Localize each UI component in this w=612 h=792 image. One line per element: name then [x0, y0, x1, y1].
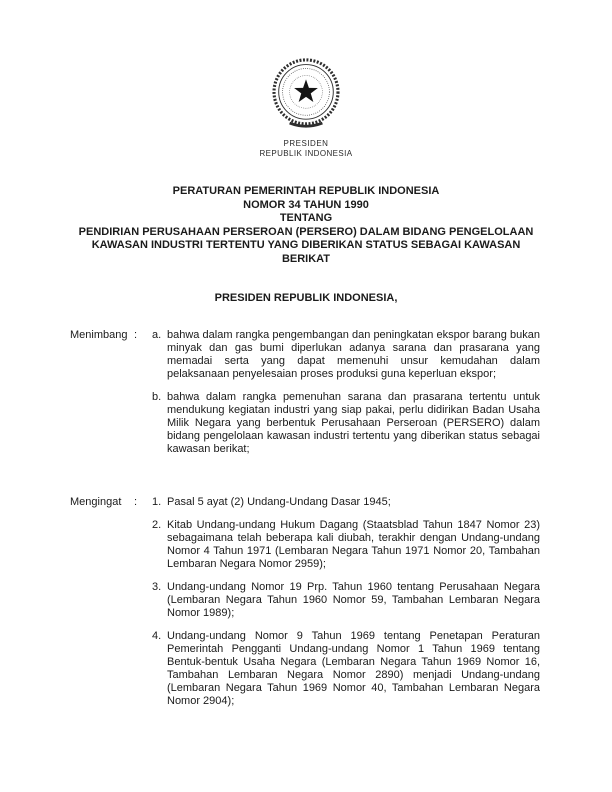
title-line-4: PENDIRIAN PERUSAHAAN PERSEROAN (PERSERO) DALAM BIDANG PENGELOLAAN [78, 225, 534, 238]
section-colon: : [134, 329, 138, 341]
item-text: bahwa dalam rangka pengembangan dan peningkatan ekspor barang bukan minyak dan gas bumi diperlukan adanya sarana dan prasarana yang memadai serta yang dapat memenuhi unsur kemudahan dalam pelaksanaan penyelesaian proses produksi guna keperluan ekspor; [167, 329, 540, 380]
title-line-3: TENTANG [279, 212, 333, 224]
section-label: Menimbang [70, 329, 128, 341]
item-marker: a. [152, 329, 162, 341]
presidential-emblem-icon [267, 56, 345, 134]
preamble-heading: PRESIDEN REPUBLIK INDONESIA, [214, 292, 398, 304]
list-item [152, 329, 540, 381]
list-item [152, 391, 540, 456]
title-line-5: KAWASAN INDUSTRI TERTENTU YANG DIBERIKAN STATUS SEBAGAI KAWASAN [91, 239, 521, 251]
letterhead-republik-indonesia: REPUBLIK INDONESIA [259, 149, 353, 158]
section-menimbang [70, 329, 540, 456]
item-text: Undang-undang Nomor 9 Tahun 1969 tentang Penetapan Peraturan Pemerintah Pengganti Undang-undang Nomor 1 Tahun 1969 tentang Bentuk-bentuk Usaha Negara (Lembaran Negara Tahun 1969 Nomor 16, Tambahan Lembaran Negara Nomor 2890) menjadi Undang-undang (Lembaran Negara Tahun 1969 Nomor 40, Tambahan Lembaran Negara Nomor 2904); [167, 630, 540, 707]
list-item [152, 496, 540, 509]
title-line-1: PERATURAN PEMERINTAH REPUBLIK INDONESIA [172, 185, 440, 197]
title-line-6: BERIKAT [281, 252, 331, 265]
list-item [152, 519, 540, 571]
item-text: Undang-undang Nomor 19 Prp. Tahun 1960 tentang Perusahaan Negara (Lembaran Negara Tahun 1960 Nomor 59, Tambahan Lembaran Negara Nomor 1989); [167, 581, 540, 619]
list-item [152, 581, 540, 620]
item-marker: b. [152, 391, 162, 403]
letterhead [0, 56, 612, 159]
document-title [0, 185, 612, 266]
item-marker: 4. [152, 630, 162, 642]
item-marker: 3. [152, 581, 162, 593]
item-marker: 1. [152, 496, 162, 508]
item-text: bahwa dalam rangka pemenuhan sarana dan prasarana tertentu untuk mendukung kegiatan industri yang siap pakai, perlu didirikan Badan Usaha Milik Negara yang berbentuk Perusahaan Perseroan (PERSERO) dalam bidang pengelolaan kawasan industri tertentu yang diberikan status sebagai kawasan berikat; [167, 391, 540, 455]
emblem-container [0, 56, 612, 134]
title-line-2: NOMOR 34 TAHUN 1990 [243, 198, 369, 211]
section-mengingat [70, 496, 540, 708]
section-items [152, 329, 540, 456]
section-colon: : [134, 496, 138, 508]
item-text: Pasal 5 ayat (2) Undang-Undang Dasar 1945; [167, 496, 391, 508]
letterhead-presiden: PRESIDEN [283, 139, 329, 148]
section-label: Mengingat [70, 496, 122, 508]
document-body [70, 329, 540, 708]
section-items [152, 496, 540, 708]
item-text: Kitab Undang-undang Hukum Dagang (Staatsblad Tahun 1847 Nomor 23) sebagaimana telah beberapa kali diubah, terakhir dengan Undang-undang Nomor 4 Tahun 1971 (Lembaran Negara Tahun 1971 Nomor 20, Tambahan Lembaran Negara Nomor 2959); [167, 519, 540, 570]
list-item [152, 630, 540, 708]
item-marker: 2. [152, 519, 162, 531]
